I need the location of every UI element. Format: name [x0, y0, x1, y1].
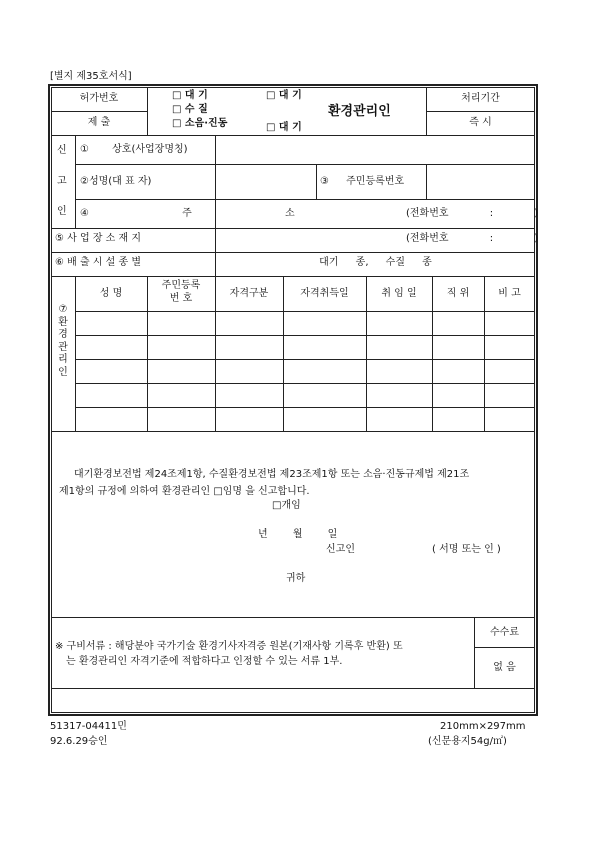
table-row-line-1	[75, 311, 535, 312]
company-name-label: ① 상호(사업장명칭)	[80, 144, 188, 155]
form-number-label: [별지 제35호서식]	[50, 71, 132, 82]
reporter-label: 신고인	[326, 544, 355, 555]
address-label: ④ 주 소	[80, 208, 295, 219]
declaration-line-3: □개임	[272, 500, 301, 511]
option-noise[interactable]: □ 소음·진동	[172, 118, 228, 129]
representative-name-label: ②성명(대 표 자)	[80, 176, 152, 187]
applicant-group-label-3: 인	[57, 206, 67, 217]
manager-group-char-4: 관	[58, 341, 68, 353]
processing-period-value: 즉 시	[469, 117, 492, 128]
processing-period-label: 처리기간	[461, 93, 500, 104]
declaration-date: 년 월 일	[258, 529, 338, 540]
col-header-qualification-date: 자격취득일	[300, 288, 349, 299]
facility-type-value: 대기 종, 수질 종	[319, 257, 432, 268]
address-field[interactable]	[216, 200, 404, 227]
option-air[interactable]: □ 대 기	[172, 90, 208, 101]
col-header-name: 성 명	[99, 288, 123, 299]
declaration-line-2: 제1항의 규정에 의하여 환경관리인 □임명 을 신고합니다.	[59, 486, 310, 497]
site-phone-label: (전화번호 : )	[406, 233, 539, 244]
paper-spec: (신문용지54g/㎡)	[428, 736, 507, 747]
applicant-group-label-1: 신	[57, 145, 67, 156]
option-air-3[interactable]: □ 대 기	[266, 122, 302, 133]
manager-group-label	[56, 304, 70, 379]
site-location-field[interactable]	[216, 229, 404, 251]
representative-name-field[interactable]	[216, 165, 315, 198]
col-header-resident-number: 주민등록 번 호	[161, 280, 201, 304]
col-header-position: 직 위	[446, 288, 470, 299]
option-water[interactable]: □ 수 질	[172, 104, 208, 115]
manager-group-char-6: 인	[58, 366, 68, 378]
form-code: 51317-04411민	[50, 721, 127, 732]
site-location-label: ⑤ 사 업 장 소 재 지	[55, 233, 141, 244]
attachments-line-2: 는 환경관리인 자격기준에 적합하다고 인정할 수 있는 서류 1부.	[66, 656, 343, 667]
table-row-line-4	[75, 383, 535, 384]
name-vline-1	[316, 164, 317, 199]
table-bottom-line	[51, 431, 535, 432]
applicant-phone-label: (전화번호 : )	[406, 208, 539, 219]
header-vline-1	[147, 87, 148, 135]
facility-type-label: ⑥ 배 출 시 설 종 별	[55, 257, 141, 268]
table-row-line-2	[75, 335, 535, 336]
resident-number-field[interactable]	[427, 165, 534, 198]
permit-number-label: 허가번호	[79, 93, 119, 104]
table-row-line-5	[75, 407, 535, 408]
addressee-label: 귀하	[286, 573, 306, 584]
declaration-line-1: 대기환경보전법 제24조제1항, 수질환경보전법 제23조제1항 또는 소음·진동규제법 제21조	[74, 469, 470, 480]
col-header-appointment-date: 취 임 일	[381, 288, 417, 299]
col-header-qualification-type: 자격구분	[229, 288, 269, 299]
manager-group-char-2: 환	[58, 316, 68, 328]
attachments-line-1: ※ 구비서류 : 해당분야 국가기술 환경기사자격증 원본(기재사항 기록후 반환) 또	[55, 641, 403, 652]
signature-label: ( 서명 또는 인 )	[432, 544, 501, 555]
fee-divider	[474, 647, 535, 648]
paper-size: 210mm×297mm	[440, 721, 526, 732]
row-line-5	[51, 276, 535, 277]
header-divider-right	[426, 111, 535, 112]
fee-label: 수수료	[490, 627, 519, 638]
applicant-group-label-2: 고	[57, 176, 67, 187]
resident-number-label: ③ 주민등록번호	[320, 176, 405, 187]
attachments-bottom-line	[51, 688, 535, 689]
approval-date: 92.6.29승인	[50, 736, 108, 747]
fee-value: 없 음	[493, 662, 516, 673]
applicant-group-vline	[75, 135, 76, 228]
form-title: 환경관리인	[328, 104, 391, 119]
table-row-line-3	[75, 359, 535, 360]
attachments-top-line	[51, 617, 535, 618]
row-line-4	[51, 252, 535, 253]
option-air-2[interactable]: □ 대 기	[266, 90, 302, 101]
submission-label: 제 출	[87, 117, 111, 128]
manager-group-char-1: ⑦	[58, 304, 68, 315]
manager-group-char-3: 경	[58, 329, 68, 340]
company-name-field[interactable]	[216, 136, 534, 163]
col-header-remarks: 비 고	[498, 288, 521, 299]
manager-group-char-5: 리	[58, 354, 68, 365]
header-divider-left	[51, 111, 147, 112]
